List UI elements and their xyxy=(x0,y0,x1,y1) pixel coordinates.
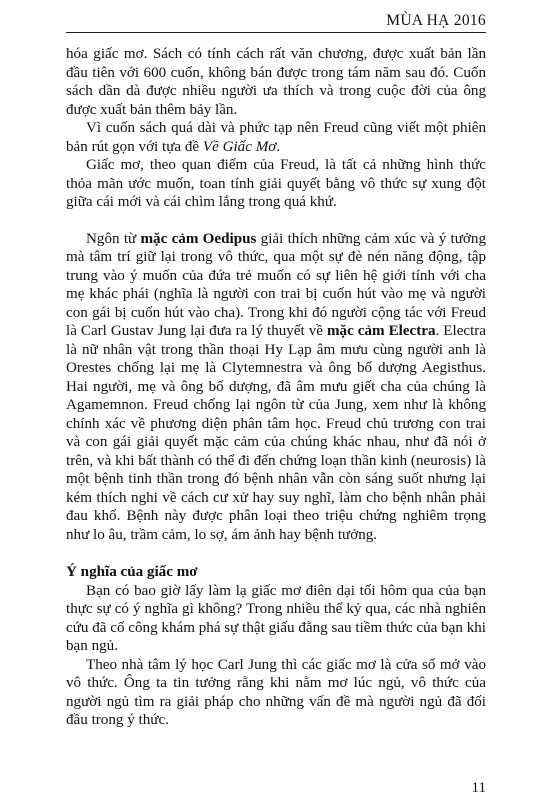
term-oedipus: mặc cảm Oedipus xyxy=(140,230,257,247)
paragraph-2 xyxy=(66,119,486,156)
paragraph-4 xyxy=(66,230,486,545)
page-number: 11 xyxy=(471,780,486,796)
paragraph-1: hóa giấc mơ. Sách có tính cách rất văn chương, được xuất bản lần đầu tiên với 600 cuốn, không bán được trong tám năm sau đó. Cuốn sách dần dà được nhiều người ưa thích và trong cuộc đời của ông được xuất bản thêm bảy lần. xyxy=(66,46,486,118)
section-heading: Ý nghĩa của giấc mơ xyxy=(66,564,198,580)
paragraph-2-text: Vì cuốn sách quá dài và phức tạp nên Freud cũng viết một phiên bản rút gọn với tựa đề xyxy=(66,120,486,155)
paragraph-3: Giấc mơ, theo quan điểm của Freud, là tất cả những hình thức thỏa mãn ước muốn, toan tính giải quyết bằng vô thức sự xung đột giữa cái mới và cái chìm lắng trong quá khứ. xyxy=(66,157,486,210)
page-body xyxy=(66,45,486,730)
paragraph-4-c: . Electra là nữ nhân vật trong thần thoại Hy Lạp âm mưu cùng người anh là Orestes chống lại mẹ là Clytemnestra và ông bố dượng Aegisthus. Hai người, mẹ và ông bố dượng, đã âm mưu giết cha của chúng là Agamemnon. Freud chống lại ngôn từ của Jung, xem như là không chính xác về phương diện phân tâm học. Freud chủ trương con trai và con gái giải quyết mặc cảm của chúng khác nhau, như đã nói ở trên, và khi bất thành có thể đi đến chứng loạn thần kinh (neurosis) là một bệnh tinh thần trong đó bệnh nhân vẫn còn sáng suốt nhưng lại kém thích nghi về cách cư xử hay suy nghĩ, làm cho bệnh nhân phải đau khổ. Bệnh này được phân loại theo triệu chứng nghiêm trọng như lo âu, trầm cảm, lo sợ, ám ảnh hay bệnh tưởng. xyxy=(66,323,487,543)
header-title: MÙA HẠ 2016 xyxy=(386,12,486,29)
running-header xyxy=(66,8,486,33)
paragraph-4-b: giải thích những cảm xúc và ý tưởng mà tâm trí giữ lại trong vô thức, qua một sự đè nén năng động, tập trung vào ý muốn của đứa trẻ muốn có sự liên hệ giới tính với cha mẹ khác phái (nghĩa là người con trai bị cuốn hút vào mẹ và người con gái bị cuốn hút vào cha). Trong khi đó người cộng tác với Freud là Carl Gustav Jung lại đưa ra lý thuyết về xyxy=(66,230,486,339)
book-title: Về Giấc Mơ xyxy=(202,138,277,155)
paragraph-6: Theo nhà tâm lý học Carl Jung thì các giấc mơ là cửa sổ mở vào vô thức. Ông ta tin tưởng rằng khi nằm mơ lúc ngủ, vô thức của người ngủ tìm ra giải pháp cho những vấn đề mà người ngủ đã đối đầu trong ý thức. xyxy=(66,656,486,728)
term-electra: mặc cảm Electra xyxy=(326,323,436,339)
paragraph-5: Bạn có bao giờ lấy làm lạ giấc mơ điên dại tối hôm qua của bạn thực sự có ý nghĩa gì không? Trong nhiều thế kỷ qua, các nhà nghiên cứu đã cố công khám phá sự thật giấu đằng sau tiềm thức của bạn khi bạn ngủ. xyxy=(66,582,486,654)
paragraph-2-end: . xyxy=(276,138,281,155)
paragraph-4-a: Ngôn từ xyxy=(86,230,141,247)
